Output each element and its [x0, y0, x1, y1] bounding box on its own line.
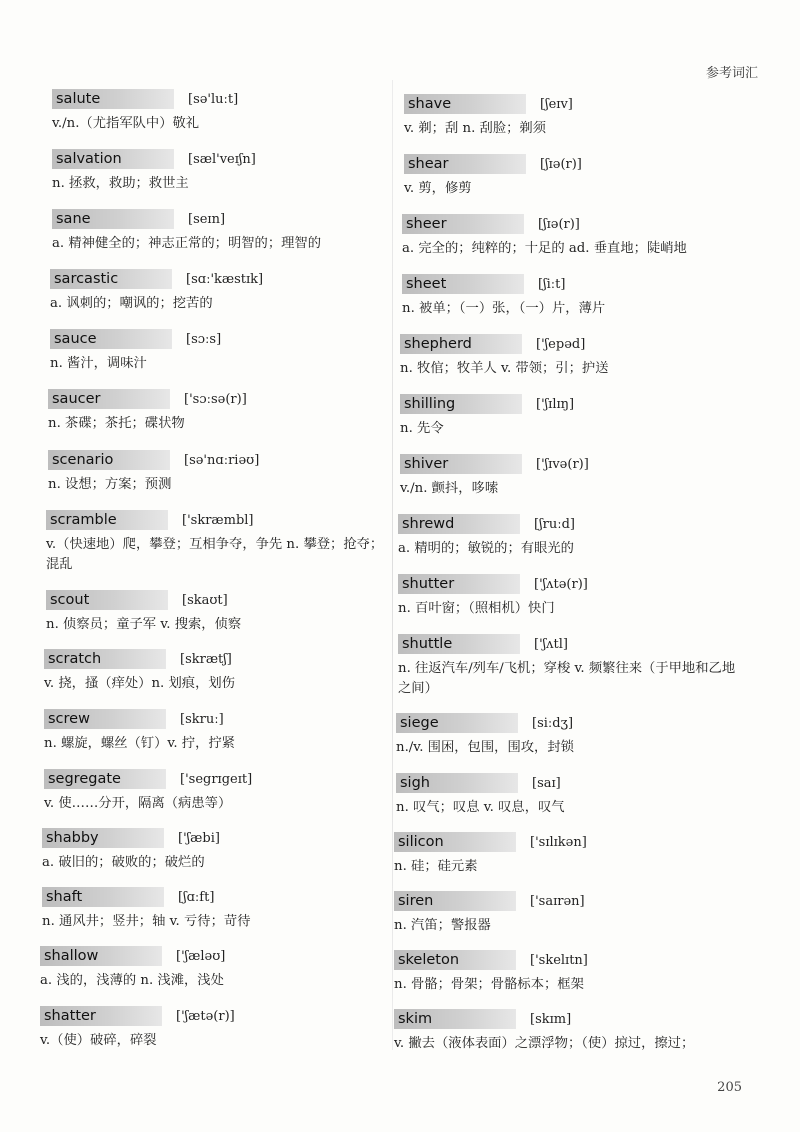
- entry-phonetic: [saɪ]: [532, 775, 561, 791]
- entry: [42, 827, 382, 873]
- entry-phonetic: [skɪm]: [530, 1011, 572, 1027]
- entry-phonetic: [sə'nɑːriəʊ]: [184, 452, 260, 468]
- entry-word: shrewd: [398, 514, 520, 534]
- entry-word: shabby: [42, 828, 164, 848]
- entry: [394, 949, 734, 995]
- entry-word: scenario: [48, 450, 170, 470]
- entry-phonetic: ['ʃæləʊ]: [176, 948, 226, 964]
- entry: [46, 589, 386, 635]
- entry-word: sigh: [396, 773, 518, 793]
- entry-phonetic: [sə'luːt]: [188, 91, 239, 107]
- entry: [394, 831, 734, 877]
- entry-phonetic: ['ʃepəd]: [536, 336, 586, 352]
- entry-phonetic: [skruː]: [180, 711, 224, 727]
- entry: [402, 273, 742, 319]
- entry-word: shuttle: [398, 634, 520, 654]
- entry-definition: v.（使）破碎，碎裂: [40, 1033, 157, 1048]
- entry-phonetic: ['ʃæbi]: [178, 830, 220, 846]
- entry: [404, 93, 744, 139]
- entry-word: scratch: [44, 649, 166, 669]
- entry-word: salute: [52, 89, 174, 109]
- entry-definition: n. 硅；硅元素: [394, 859, 478, 874]
- entry-word: shutter: [398, 574, 520, 594]
- entry: [44, 768, 384, 814]
- entry: [44, 648, 384, 694]
- entry: [394, 1008, 744, 1054]
- entry-phonetic: [ʃɪə(r)]: [538, 216, 580, 232]
- entry-word: skim: [394, 1009, 516, 1029]
- entry: [400, 453, 740, 499]
- entry-definition: n. 牧倌；牧羊人 v. 带领；引；护送: [400, 361, 609, 376]
- entry-word: shave: [404, 94, 526, 114]
- entry-phonetic: ['sɔːsə(r)]: [184, 391, 247, 407]
- entry: [40, 945, 380, 991]
- entry-definition: n. 被单；（一）张，（一）片，薄片: [402, 301, 606, 316]
- entry-definition: n. 先令: [400, 421, 444, 436]
- entry: [50, 268, 390, 314]
- entry-definition: n. 设想；方案；预测: [48, 477, 172, 492]
- entry-word: screw: [44, 709, 166, 729]
- entry-phonetic: ['skelɪtn]: [530, 952, 588, 968]
- entry-phonetic: ['segrɪgeɪt]: [180, 771, 253, 787]
- entry-definition: v. 使……分开，隔离（病患等）: [44, 796, 232, 811]
- entry-phonetic: ['ʃɪvə(r)]: [536, 456, 589, 472]
- entry: [400, 393, 740, 439]
- entry-definition: n. 侦察员；童子军 v. 搜索，侦察: [46, 617, 242, 632]
- entry-definition: v. 剃；刮 n. 刮脸；剃须: [404, 121, 547, 136]
- page-number: 205: [717, 1080, 742, 1095]
- entry-word: salvation: [52, 149, 174, 169]
- entry-definition: v.（快速地）爬，攀登；互相争夺，争先 n. 攀登；抢夺；混乱: [46, 537, 384, 572]
- entry-definition: v./n. 颤抖，哆嗦: [400, 481, 499, 496]
- entry-definition: n. 拯救，救助；救世主: [52, 176, 189, 191]
- entry-phonetic: ['ʃʌtə(r)]: [534, 576, 588, 592]
- page-header: 参考词汇: [705, 66, 758, 81]
- entry-phonetic: [siːdʒ]: [532, 715, 574, 731]
- entry-definition: n. 茶碟；茶托；碟状物: [48, 416, 185, 431]
- entry-word: shear: [404, 154, 526, 174]
- entry: [398, 633, 748, 699]
- entry-word: saucer: [48, 389, 170, 409]
- entry: [394, 890, 734, 936]
- entry: [50, 328, 390, 374]
- entry: [402, 213, 742, 259]
- entry: [52, 88, 392, 134]
- entry-word: silicon: [394, 832, 516, 852]
- entry-phonetic: ['skræmbl]: [182, 512, 254, 528]
- entry-definition: a. 精神健全的；神志正常的；明智的；理智的: [52, 236, 322, 251]
- entry-word: scramble: [46, 510, 168, 530]
- entry: [52, 208, 392, 254]
- entry-word: segregate: [44, 769, 166, 789]
- entry-word: shallow: [40, 946, 162, 966]
- entry-word: shiver: [400, 454, 522, 474]
- entry: [40, 1005, 380, 1051]
- entry-word: shatter: [40, 1006, 162, 1026]
- entry: [52, 148, 392, 194]
- entry-word: sheet: [402, 274, 524, 294]
- entry-word: shepherd: [400, 334, 522, 354]
- entry-phonetic: ['sɪlɪkən]: [530, 834, 587, 850]
- entry-word: sauce: [50, 329, 172, 349]
- entry: [404, 153, 744, 199]
- entry-word: siren: [394, 891, 516, 911]
- entry-definition: a. 完全的；纯粹的；十足的 ad. 垂直地；陡峭地: [402, 241, 687, 256]
- entry: [398, 513, 738, 559]
- entry-definition: v. 剪，修剪: [404, 181, 472, 196]
- entry-phonetic: [ʃɑːft]: [178, 889, 215, 905]
- entry-phonetic: ['ʃɪlɪŋ]: [536, 396, 575, 412]
- entry-phonetic: [skrætʃ]: [180, 651, 232, 667]
- entry-phonetic: ['ʃʌtl]: [534, 636, 568, 652]
- entry: [44, 708, 384, 754]
- entry: [42, 886, 382, 932]
- entry-phonetic: [sɑː'kæstɪk]: [186, 271, 264, 287]
- entry-definition: n. 汽笛；警报器: [394, 918, 491, 933]
- entry: [400, 333, 740, 379]
- entry: [46, 509, 386, 575]
- entry-definition: n. 螺旋，螺丝（钉）v. 拧，拧紧: [44, 736, 235, 751]
- entry: [398, 573, 738, 619]
- entry-phonetic: [sɔːs]: [186, 331, 222, 347]
- entry-phonetic: [ʃeɪv]: [540, 96, 573, 112]
- entry-definition: a. 讽刺的；嘲讽的；挖苦的: [50, 296, 213, 311]
- entry-definition: v. 挠，搔（痒处）n. 划痕，划伤: [44, 676, 235, 691]
- entry-definition: n. 往返汽车/列车/飞机；穿梭 v. 频繁往来（于甲地和乙地之间）: [398, 661, 736, 696]
- entry-definition: n. 酱汁，调味汁: [50, 356, 147, 371]
- entry-word: sheer: [402, 214, 524, 234]
- entry-phonetic: [seɪn]: [188, 211, 226, 227]
- entry-definition: a. 破旧的；破败的；破烂的: [42, 855, 205, 870]
- entry-word: sarcastic: [50, 269, 172, 289]
- entry-definition: n. 百叶窗；（照相机）快门: [398, 601, 555, 616]
- entry: [48, 449, 388, 495]
- entry-definition: n. 骨骼；骨架；骨骼标本；框架: [394, 977, 584, 992]
- entry-definition: n./v. 围困，包围，围攻，封锁: [396, 740, 574, 755]
- entry-word: shilling: [400, 394, 522, 414]
- entry-phonetic: [ʃruːd]: [534, 516, 575, 532]
- entry-phonetic: ['ʃætə(r)]: [176, 1008, 235, 1024]
- entry: [48, 388, 388, 434]
- entry-definition: n. 叹气；叹息 v. 叹息，叹气: [396, 800, 565, 815]
- entry-definition: v. 撇去（液体表面）之漂浮物；（使）掠过，擦过；: [394, 1036, 695, 1051]
- entry-definition: n. 通风井；竖井；轴 v. 亏待；苛待: [42, 914, 251, 929]
- entry-phonetic: ['saɪrən]: [530, 893, 585, 909]
- entry-definition: a. 浅的，浅薄的 n. 浅滩，浅处: [40, 973, 224, 988]
- entry-word: shaft: [42, 887, 164, 907]
- entry: [396, 772, 736, 818]
- entry-phonetic: [ʃɪə(r)]: [540, 156, 582, 172]
- entry-definition: a. 精明的；敏锐的；有眼光的: [398, 541, 574, 556]
- entry-phonetic: [sæl'veɪʃn]: [188, 151, 256, 167]
- entry-definition: v./n.（尤指军队中）敬礼: [52, 116, 200, 131]
- column-divider: [392, 80, 393, 1050]
- entry-word: sane: [52, 209, 174, 229]
- entry-word: scout: [46, 590, 168, 610]
- entry-phonetic: [ʃiːt]: [538, 276, 566, 292]
- entry-word: skeleton: [394, 950, 516, 970]
- entry-phonetic: [skaʊt]: [182, 592, 228, 608]
- entry: [396, 712, 736, 758]
- entry-word: siege: [396, 713, 518, 733]
